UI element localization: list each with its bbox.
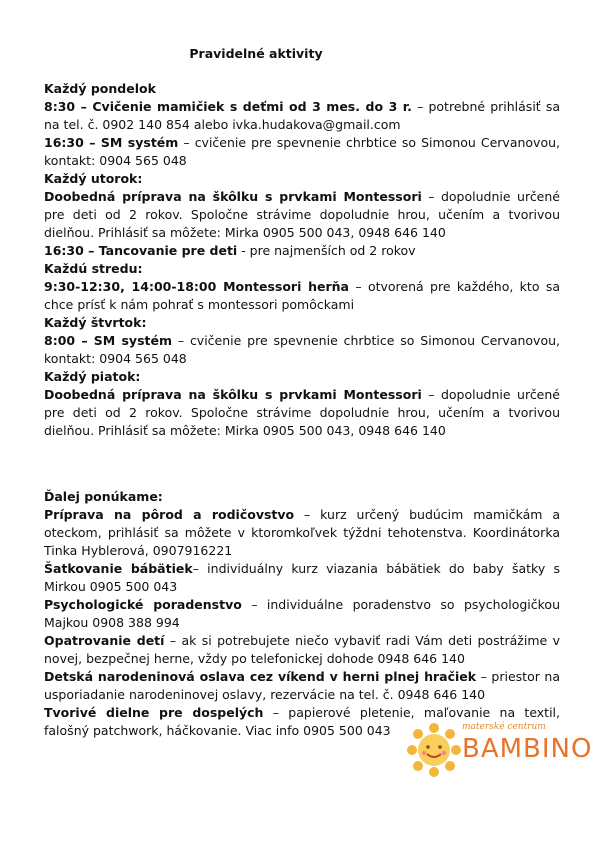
- bambino-logo: [410, 720, 593, 790]
- monday-heading: Každý pondelok: [44, 81, 156, 96]
- wednesday-heading: Každú stredu:: [44, 261, 143, 276]
- activity-title: 8:30 – Cvičenie mamičiek s deťmi od 3 mes. do 3 r.: [44, 99, 412, 114]
- offers-heading: Ďalej ponúkame:: [44, 489, 163, 504]
- offer-item: [44, 596, 560, 632]
- thursday-activity-1: [44, 332, 560, 368]
- offer-title: Príprava na pôrod a rodičovstvo: [44, 507, 295, 522]
- activity-text: – dopoludnie určené pre deti od 2 rokov. Spoločne strávime dopoludnie hrou, učením a tvorivou dielňou. Prihlásiť sa môžete: Mirka 0905 500 043, 0948 646 140: [44, 189, 560, 240]
- activity-text: – otvorená pre každého, kto sa chce prísť k nám pohrať s montessori pomôckami: [44, 279, 560, 312]
- thursday-heading: Každý štvrtok:: [44, 315, 147, 330]
- logo-subtitle: materské centrum: [462, 722, 546, 732]
- activity-title: 16:30 – Tancovanie pre deti: [44, 243, 238, 258]
- activity-text: – potrebné prihlásiť sa na tel. č. 0902 140 854 alebo ivka.hudakova@gmail.com: [44, 99, 561, 132]
- offer-text: – ak si potrebujete niečo vybaviť radi Vám deti postrážime v novej, bezpečnej herne, vždy po telefonickej dohode 0948 646 140: [44, 633, 560, 666]
- offer-text: – individuálny kurz viazania bábätiek do baby šatky s Mirkou 0905 500 043: [44, 561, 560, 594]
- monday-activity-1: [44, 98, 560, 134]
- offers-section: [44, 488, 560, 740]
- offer-item: [44, 506, 560, 560]
- activity-title: 8:00 – SM systém: [44, 333, 172, 348]
- activity-text: – cvičenie pre spevnenie chrbtice so Simonou Cervanovou, kontakt: 0904 565 048: [44, 333, 560, 366]
- tuesday-activity-1: [44, 188, 560, 242]
- activity-text: – cvičenie pre spevnenie chrbtice so Simonou Cervanovou, kontakt: 0904 565 048: [44, 135, 560, 168]
- offer-text: – individuálne poradenstvo so psychologičkou Majkou 0908 388 994: [44, 597, 561, 630]
- offer-title: Detská narodeninová oslava cez víkend v herni plnej hračiek: [44, 669, 477, 684]
- offer-title: Opatrovanie detí: [44, 633, 165, 648]
- activity-title: 9:30-12:30, 14:00-18:00 Montessori herňa: [44, 279, 349, 294]
- offer-text: – papierové pletenie, maľovanie na textil, falošný patchwork, háčkovanie. Viac info 0905 500 043: [44, 705, 561, 738]
- page-title: Pravidelné aktivity: [189, 46, 323, 61]
- offer-title: Šatkovanie bábätiek: [44, 561, 193, 576]
- monday-activity-2: [44, 134, 560, 170]
- offer-item: [44, 668, 560, 704]
- offer-title: Psychologické poradenstvo: [44, 597, 242, 612]
- activity-title: Doobedná príprava na škôlku s prvkami Montessori: [44, 189, 422, 204]
- logo-title: BAMBINO: [462, 734, 593, 764]
- activity-title: Doobedná príprava na škôlku s prvkami Montessori: [44, 387, 422, 402]
- friday-activity-1: [44, 386, 560, 440]
- activity-text: - pre najmenších od 2 rokov: [237, 243, 416, 258]
- friday-heading: Každý piatok:: [44, 369, 141, 384]
- tuesday-heading: Každý utorok:: [44, 171, 143, 186]
- offer-item: [44, 632, 560, 668]
- schedule-section: [44, 80, 560, 440]
- offer-text: – kurz určený budúcim mamičkám a oteckom, prihlásiť sa môžete v ktoromkoľvek týždni tehotenstva. Koordinátorka Tinka Hyblerová, 0907916221: [44, 507, 560, 558]
- tuesday-activity-2: [44, 242, 560, 260]
- offer-title: Tvorivé dielne pre dospelých: [44, 705, 264, 720]
- activity-text: – dopoludnie určené pre deti od 2 rokov. Spoločne strávime dopoludnie hrou, učením a tvorivou dielňou. Prihlásiť sa môžete: Mirka 0905 500 043, 0948 646 140: [44, 387, 560, 438]
- wednesday-activity-1: [44, 278, 560, 314]
- activity-title: 16:30 – SM systém: [44, 135, 179, 150]
- offer-item: [44, 560, 560, 596]
- smiling-sun-icon: [406, 720, 462, 784]
- offer-text: – priestor na usporiadanie narodeninovej oslavy, rezervácie na tel. č. 0948 646 140: [44, 669, 560, 702]
